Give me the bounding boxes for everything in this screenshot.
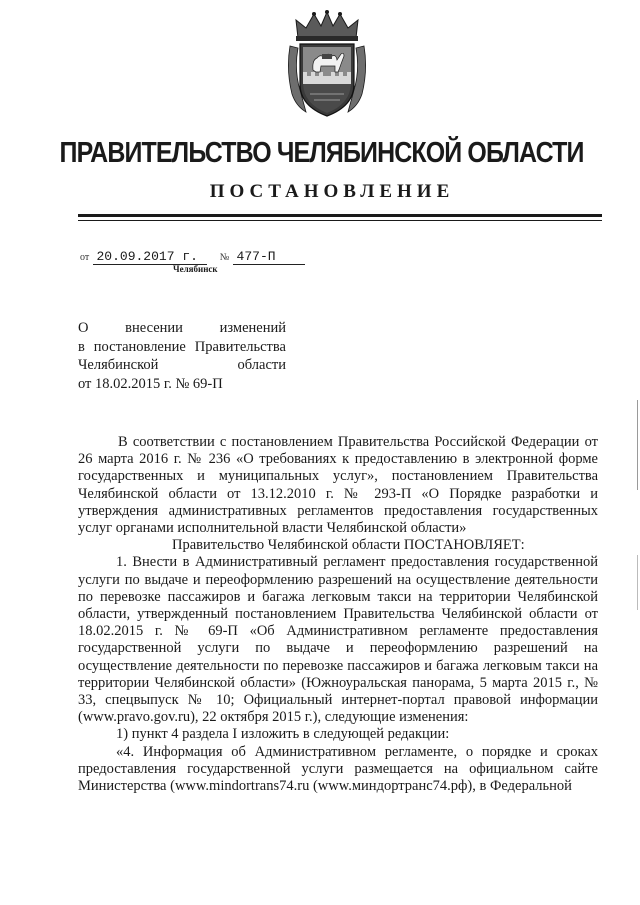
- subject-line: О внесении изменений: [78, 320, 286, 336]
- quote-paragraph: «4. Информация об Административном регламенте, о порядке и сроках предоставления государственной услуги размещается на официальном сайте Министерства (www.mindortrans74.ru (www.миндортранс74.рф), в Федеральной: [78, 743, 598, 795]
- subject-block: [78, 319, 286, 393]
- date-value: 20.09.2017 г.: [93, 250, 207, 265]
- resolves-paragraph: Правительство Челябинской области ПОСТАНОВЛЯЕТ:: [172, 537, 525, 554]
- government-title: ПРАВИТЕЛЬСТВО ЧЕЛЯБИНСКОЙ ОБЛАСТИ: [59, 137, 584, 169]
- subject-line: в постановление Правительства: [78, 338, 286, 355]
- chelyabinsk-coat-of-arms-icon: [286, 10, 368, 120]
- item-1-paragraph: 1. Внести в Административный регламент предоставления государственной услуги по выдаче и переоформлению разрешений на осуществление деятельности по перевозке пассажиров и багажа легковым такси на территории Челябинской области, утвержденный постановлением Правительства Челябинской области от 18.02.2015 г. № 69-П «Об Административном регламенте предоставления государственной услуги по выдаче и переоформлению разрешений на осуществление деятельности по перевозке пассажиров и багажа легковым такси на территории Челябинской области» (Южноуральская панорама, 5 марта 2015 г., № 33, спецвыпуск № 10; Официальный интернет-портал правовой информации (www.pravo.gov.ru), 22 октября 2015 г.), следующие изменения:: [78, 554, 598, 726]
- body-text: [78, 434, 598, 795]
- city-label: Челябинск: [173, 264, 218, 274]
- subject-line: от 18.02.2015 г. № 69-П: [78, 375, 223, 392]
- sub-item-1-paragraph: 1) пункт 4 раздела I изложить в следующей редакции:: [116, 726, 450, 743]
- from-label: от: [80, 252, 90, 263]
- header-rule-thin: [78, 220, 602, 221]
- preamble-paragraph: В соответствии с постановлением Правительства Российской Федерации от 26 марта 2016 г. № 236 «О требованиях к предоставлению в электронной форме государственных и муниципальных услуг», постановлением Правительства Челябинской области от 13.12.2010 г. № 293-П «О Порядке разработки и утверждения административных регламентов предоставления государственных услуг органами исполнительной власти Челябинской области»: [78, 434, 598, 537]
- number-value: 477-П: [233, 250, 305, 265]
- subject-line: Челябинской области: [78, 357, 286, 373]
- document-type: ПОСТАНОВЛЕНИЕ: [209, 181, 455, 202]
- scan-margin-mark: [637, 400, 638, 490]
- scan-margin-mark: [637, 555, 638, 610]
- number-label: №: [219, 252, 230, 263]
- header-rule-thick: [78, 214, 602, 217]
